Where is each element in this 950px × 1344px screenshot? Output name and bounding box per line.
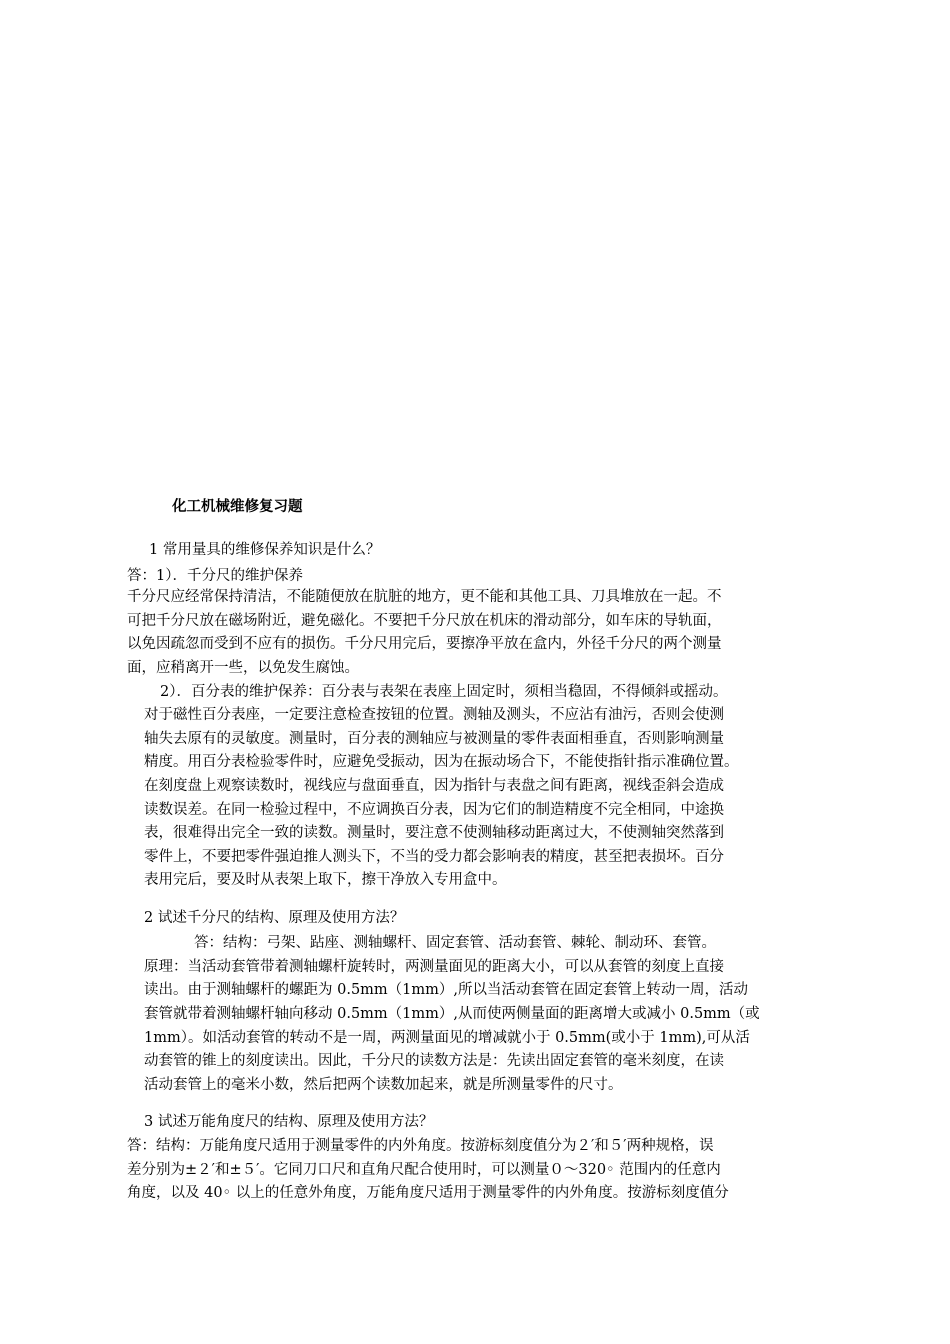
answer-3-line: 角度，以及 40◦ 以上的任意外角度，万能角度尺适用于测量零件的内外角度。按游标刻度值分 bbox=[127, 1185, 729, 1201]
answer-2-line: 表，很难得出完全一致的读数。测量时，要注意不使测轴移动距离过大，不使测轴突然落到 bbox=[144, 825, 724, 841]
answer-2-line: 轴失去原有的灵敏度。测量时，百分表的测轴应与被测量的零件表面相垂直，否则影响测量 bbox=[144, 731, 724, 747]
answer-structure: 答：结构：弓架、跕座、测轴螺杆、固定套管、活动套管、棘轮、制动环、套管。 bbox=[194, 935, 716, 951]
answer-2-line: 在刻度盘上观察读数时，视线应与盘面垂直，因为指针与表盘之间有距离，视线歪斜会造成 bbox=[144, 778, 724, 794]
answer-2-line: 表用完后，要及时从表架上取下，擦干净放入专用盒中。 bbox=[144, 872, 507, 888]
question-1: 1 常用量具的维修保养知识是什么？ bbox=[149, 542, 381, 558]
answer-1-heading: 答：1）．千分尺的维护保养 bbox=[127, 568, 303, 584]
answer-2-line: 零件上，不要把零件强迫推人测头下，不当的受力都会影响表的精度，甚至把表损坏。百分 bbox=[144, 849, 724, 865]
document-title: 化工机械维修复习题 bbox=[172, 498, 303, 515]
answer-principle-line: 原理：当活动套管带着测轴螺杆旋转时，两测量面见的距离大小，可以从套管的刻度上直接 bbox=[144, 959, 724, 975]
answer-2-line: 精度。用百分表检验零件时，应避免受振动，因为在振动场合下，不能使指针指示准确位置。 bbox=[144, 754, 739, 770]
answer-principle-line: 活动套管上的毫米小数，然后把两个读数加起来，就是所测量零件的尺寸。 bbox=[144, 1077, 623, 1093]
answer-1-line: 面，应稍离开一些，以免发生腐蚀。 bbox=[127, 660, 359, 676]
answer-1-line: 以免因疏忽而受到不应有的损伤。千分尺用完后，要擦净平放在盒内，外径千分尺的两个测量 bbox=[127, 636, 722, 652]
answer-principle-line: 套管就带着测轴螺杆轴向移动 0.5mm（1mm）,从而使两侧量面的距离增大或减小 0.5mm（或 bbox=[144, 1006, 760, 1022]
answer-principle-line: 1mm）。如活动套管的转动不是一周，两测量面见的增减就小于 0.5mm(或小于 1mm),可从活 bbox=[144, 1030, 750, 1046]
answer-principle-line: 读出。由于测轴螺杆的螺距为 0.5mm（1mm）,所以当活动套管在固定套管上转动一周，活动 bbox=[144, 982, 748, 998]
answer-principle-line: 动套管的锥上的刻度读出。因此，千分尺的读数方法是：先读出固定套管的毫米刻度，在读 bbox=[144, 1053, 724, 1069]
question-2: 2 试述千分尺的结构、原理及使用方法？ bbox=[144, 910, 405, 926]
answer-2-line: 读数误差。在同一检验过程中，不应调换百分表，因为它们的制造精度不完全相同，中途换 bbox=[144, 802, 724, 818]
answer-3-line: 差分别为±２′和±５′。它同刀口尺和直角尺配合使用时，可以测量０～320◦ 范围内的任意内 bbox=[127, 1162, 721, 1178]
answer-1-line: 千分尺应经常保持清洁，不能随便放在肮脏的地方，更不能和其他工具、刀具堆放在一起。不 bbox=[127, 589, 722, 605]
answer-2-line: 对于磁性百分表座，一定要注意检查按钮的位置。测轴及测头，不应沾有油污，否则会使测 bbox=[144, 707, 724, 723]
answer-2-line: 2）．百分表的维护保养：百分表与表架在表座上固定时，须相当稳固，不得倾斜或摇动。 bbox=[160, 684, 728, 700]
question-3: 3 试述万能角度尺的结构、原理及使用方法？ bbox=[144, 1114, 434, 1130]
answer-3-line: 答：结构：万能角度尺适用于测量零件的内外角度。按游标刻度值分为２′和５′两种规格，误 bbox=[127, 1138, 714, 1154]
answer-1-line: 可把千分尺放在磁场附近，避免磁化。不要把千分尺放在机床的滑动部分，如车床的导轨面， bbox=[127, 613, 722, 629]
